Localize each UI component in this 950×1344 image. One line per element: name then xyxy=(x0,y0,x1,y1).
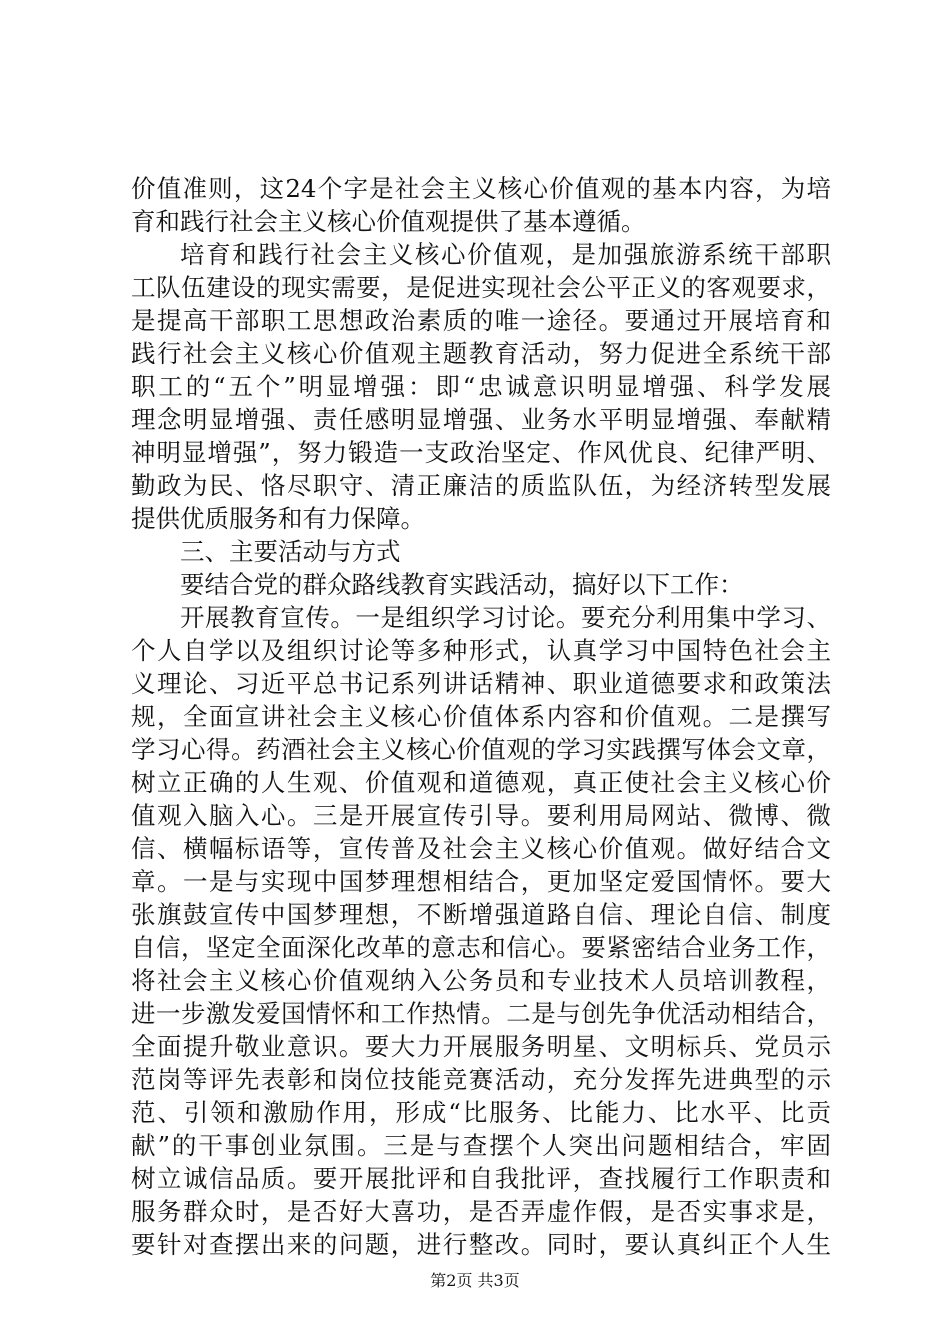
text-line: 工队伍建设的现实需要，是促进实现社会公平正义的客观要求， xyxy=(131,273,831,302)
page-number: 第2页 共3页 xyxy=(430,1271,520,1290)
text-line: 践行社会主义核心价值观主题教育活动，努力促进全系统干部 xyxy=(131,339,831,368)
text-line: 范、引领和激励作用，形成“比服务、比能力、比水平、比贡 xyxy=(131,1098,831,1127)
text-line: 学习心得。药酒社会主义核心价值观的学习实践撰写体会文章， xyxy=(131,735,831,764)
text-line: 育和践行社会主义核心价值观提供了基本遵循。 xyxy=(131,207,646,236)
text-line: 信、横幅标语等，宣传普及社会主义核心价值观。做好结合文 xyxy=(131,834,831,863)
text-line: 开展教育宣传。一是组织学习讨论。要充分利用集中学习、 xyxy=(180,603,831,632)
text-line: 是提高干部职工思想政治素质的唯一途径。要通过开展培育和 xyxy=(131,306,831,335)
text-line: 规，全面宣讲社会主义核心价值体系内容和价值观。二是撰写 xyxy=(131,702,831,731)
text-line: 理念明显增强、责任感明显增强、业务水平明显增强、奉献精 xyxy=(131,405,831,434)
text-line: 义理论、习近平总书记系列讲话精神、职业道德要求和政策法 xyxy=(131,669,831,698)
text-line: 培育和践行社会主义核心价值观，是加强旅游系统干部职 xyxy=(180,240,831,269)
text-line: 服务群众时，是否好大喜功，是否弄虚作假，是否实事求是， xyxy=(131,1197,831,1226)
text-line: 树立诚信品质。要开展批评和自我批评，查找履行工作职责和 xyxy=(131,1164,831,1193)
text-line: 要针对查摆出来的问题，进行整改。同时，要认真纠正个人生 xyxy=(131,1230,831,1259)
text-line: 个人自学以及组织讨论等多种形式，认真学习中国特色社会主 xyxy=(131,636,831,665)
text-line: 张旗鼓宣传中国梦理想，不断增强道路自信、理论自信、制度 xyxy=(131,900,831,929)
text-line: 神明显增强”，努力锻造一支政治坚定、作风优良、纪律严明、 xyxy=(131,438,831,467)
body-text xyxy=(131,172,831,1261)
text-line: 勤政为民、恪尽职守、清正廉洁的质监队伍，为经济转型发展 xyxy=(131,471,831,500)
text-line: 将社会主义核心价值观纳入公务员和专业技术人员培训教程， xyxy=(131,966,831,995)
section-heading: 三、主要活动与方式 xyxy=(180,537,401,566)
text-line: 价值准则，这24个字是社会主义核心价值观的基本内容，为培 xyxy=(131,174,831,203)
text-line: 献”的干事创业氛围。三是与查摆个人突出问题相结合，牢固 xyxy=(131,1131,831,1160)
text-line: 职工的“五个”明显增强：即“忠诚意识明显增强、科学发展 xyxy=(131,372,831,401)
text-line: 树立正确的人生观、价值观和道德观，真正使社会主义核心价 xyxy=(131,768,831,797)
text-line: 提供优质服务和有力保障。 xyxy=(131,504,425,533)
text-line: 自信，坚定全面深化改革的意志和信心。要紧密结合业务工作， xyxy=(131,933,831,962)
text-line: 值观入脑入心。三是开展宣传引导。要利用局网站、微博、微 xyxy=(131,801,831,830)
text-line: 范岗等评先表彰和岗位技能竞赛活动，充分发挥先进典型的示 xyxy=(131,1065,831,1094)
text-line: 全面提升敬业意识。要大力开展服务明星、文明标兵、党员示 xyxy=(131,1032,831,1061)
text-line: 进一步激发爱国情怀和工作热情。二是与创先争优活动相结合， xyxy=(131,999,831,1028)
text-line: 要结合党的群众路线教育实践活动，搞好以下工作： xyxy=(180,570,744,599)
text-line: 章。一是与实现中国梦理想相结合，更加坚定爱国情怀。要大 xyxy=(131,867,831,896)
